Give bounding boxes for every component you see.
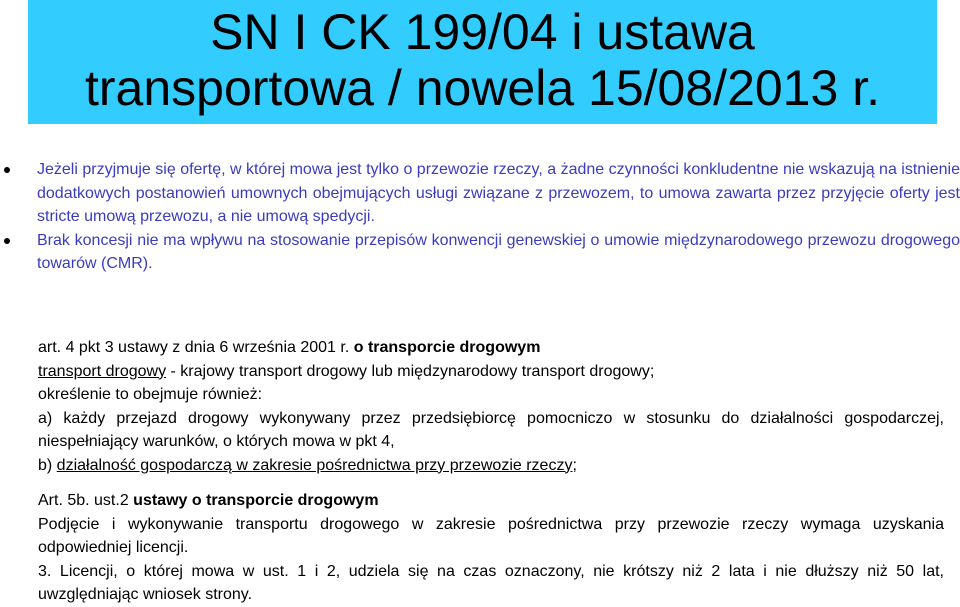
section2-para1: Podjęcie i wykonywanie transportu drogowego w zakresie pośrednictwa przy przewozie rzeczy wymaga uzyskania odpowiedniej licencji. bbox=[38, 515, 944, 556]
section2-reference bbox=[38, 489, 944, 513]
section1-item-b bbox=[38, 454, 944, 478]
bullet-text: Jeżeli przyjmuje się ofertę, w której mowa jest tylko o przewozie rzeczy, a żadne czynności konkludentne nie wskazują na istnienie dodatkowych postanowień umownych obejmujących usługi związane z przewozem, to umowa zawarta przez przyjęcie oferty jest stricte umową przewozu, a nie umową spedycji. bbox=[37, 161, 960, 225]
section1-definition bbox=[38, 360, 944, 384]
section1-item-a: a) każdy przejazd drogowy wykonywany przez przedsiębiorcę pomocniczo w stosunku do działalności gospodarczej, niespełniający warunków, o których mowa w pkt 4, bbox=[38, 409, 944, 450]
item-b-text: działalność gospodarczą w zakresie pośrednictwa przy przewozie rzeczy; bbox=[56, 456, 577, 474]
bullet-dot-icon bbox=[4, 238, 10, 244]
section2-para2: 3. Licencji, o której mowa w ust. 1 i 2, udziela się na czas oznaczony, nie krótszy niż 2 lata i nie dłuższy niż 50 lat, uwzględniając wniosek strony. bbox=[38, 562, 944, 603]
section1-ref: art. 4 pkt 3 ustawy z dnia 6 września 2001 r. bbox=[38, 339, 350, 356]
section1-ref-bold: o transporcie drogowym bbox=[349, 339, 541, 356]
title-line-1: SN I CK 199/04 i ustawa bbox=[210, 4, 755, 60]
item-b-prefix: b) bbox=[38, 456, 57, 474]
title-bar bbox=[28, 0, 937, 124]
section2-ref: Art. 5b. ust.2 bbox=[38, 492, 129, 509]
legal-text bbox=[38, 336, 944, 607]
slide-title bbox=[28, 4, 937, 116]
bullet-list bbox=[0, 158, 960, 276]
definition-rest: - krajowy transport drogowy lub międzynarodowy transport drogowy; bbox=[166, 362, 655, 380]
section2-ref-bold: ustawy o transporcie drogowym bbox=[128, 492, 379, 509]
definition-term: transport drogowy bbox=[38, 362, 167, 380]
bullet-dot-icon bbox=[4, 167, 10, 173]
bullet-item bbox=[0, 229, 960, 276]
spacer bbox=[38, 477, 944, 489]
bullet-text: Brak koncesji nie ma wpływu na stosowanie przepisów konwencji genewskiej o umowie międzynarodowego przewozu drogowego towarów (CMR). bbox=[37, 231, 960, 272]
section1-reference bbox=[38, 336, 944, 360]
title-line-2: transportowa / nowela 15/08/2013 r. bbox=[85, 60, 880, 116]
bullet-item bbox=[0, 158, 960, 229]
section1-line3: określenie to obejmuje również: bbox=[38, 386, 263, 403]
